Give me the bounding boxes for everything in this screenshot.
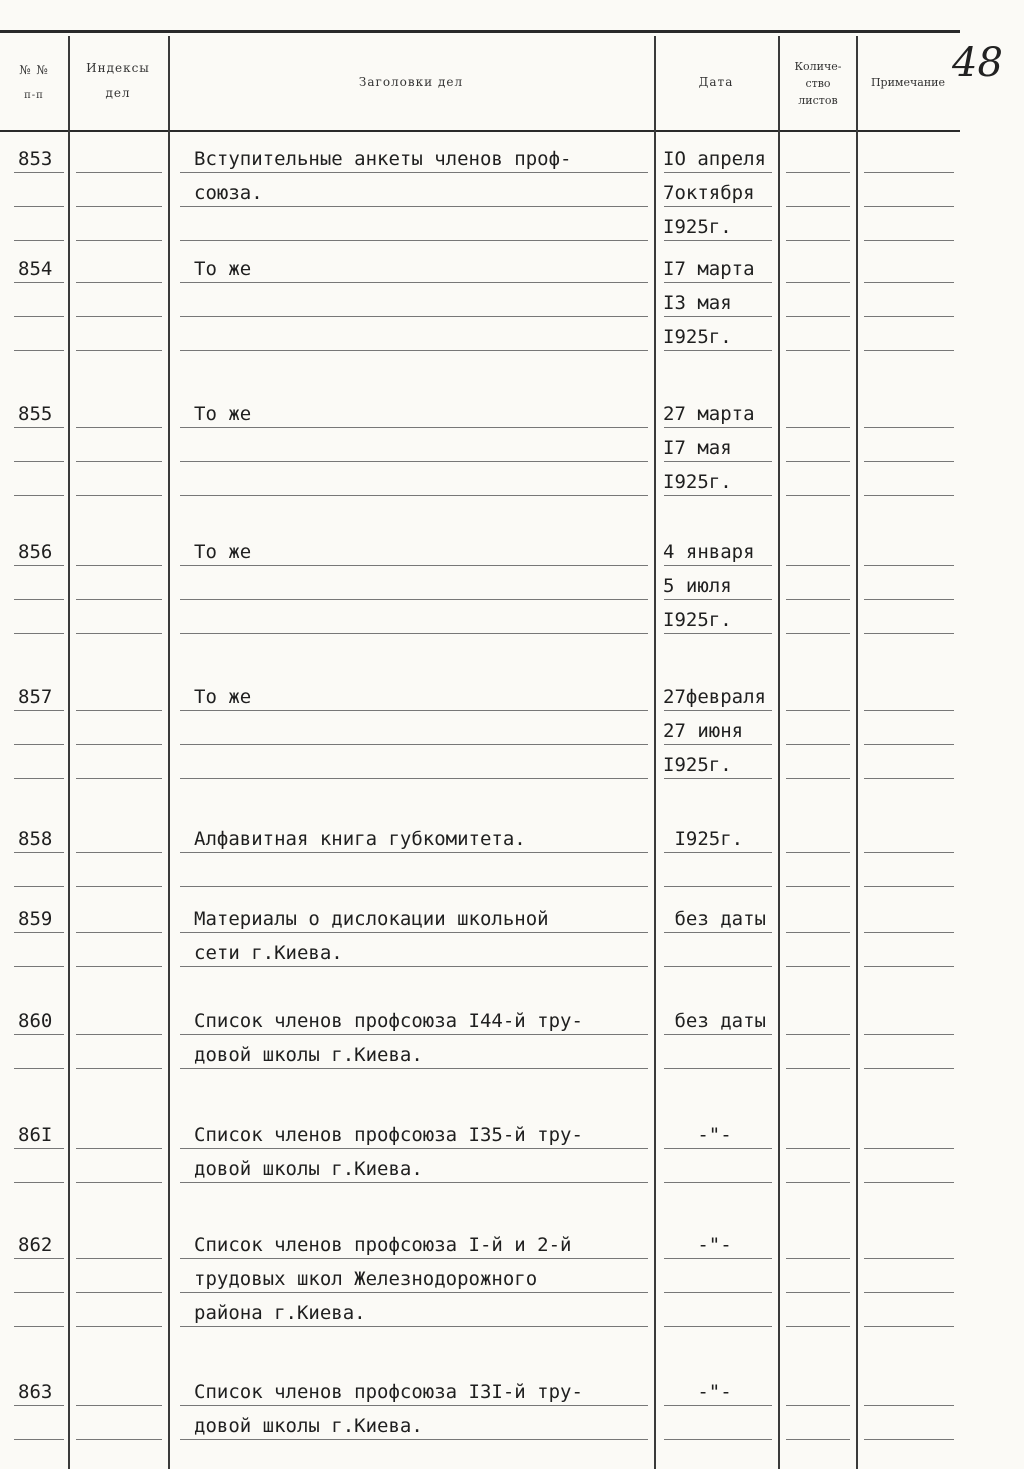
ruled-line [76,852,162,853]
ruled-line [76,966,162,967]
ruled-line [14,240,64,241]
ruled-line [786,240,850,241]
ruled-line [786,599,850,600]
header-indexes: Индексы дел [86,61,150,100]
ruled-line [664,1182,772,1183]
ruled-line [180,1148,648,1149]
case-date-line: I3 мая [663,292,732,314]
case-title-line: Алфавитная книга губкомитета. [194,828,526,850]
ruled-line [786,710,850,711]
ruled-line [864,1326,954,1327]
ruled-line [864,206,954,207]
ruled-line [664,1258,772,1259]
case-title-line: довой школы г.Киева. [194,1415,423,1437]
ruled-line [180,240,648,241]
case-title-line: Список членов профсоюза I44-й тру- [194,1010,583,1032]
ruled-line [786,316,850,317]
ruled-line [180,172,648,173]
ruled-line [180,1292,648,1293]
case-title-line: района г.Киева. [194,1302,366,1324]
case-title-line: трудовых школ Железнодорожного [194,1268,538,1290]
ruled-line [664,1326,772,1327]
ruled-line [14,1148,64,1149]
ruled-line [864,461,954,462]
ruled-line [786,427,850,428]
ruled-line [14,1034,64,1035]
ruled-line [786,886,850,887]
ruled-line [864,633,954,634]
ruled-line [864,710,954,711]
ruled-line [664,599,772,600]
row-number: 862 [18,1234,53,1256]
ruled-line [864,966,954,967]
ruled-line [664,1148,772,1149]
row-number: 857 [18,686,53,708]
table-row [0,1004,1024,1118]
ruled-line [664,172,772,173]
ruled-line [76,710,162,711]
ruled-line [786,1326,850,1327]
ruled-line [786,1034,850,1035]
case-title-line: Список членов профсоюза I-й и 2-й [194,1234,572,1256]
table-row [0,1228,1024,1375]
case-date-line: 27 марта [663,403,755,425]
case-title-line: довой школы г.Киева. [194,1158,423,1180]
ruled-line [864,1258,954,1259]
ruled-line [180,282,648,283]
ruled-line [664,1405,772,1406]
row-number: 858 [18,828,53,850]
ruled-line [14,495,64,496]
ruled-line [180,710,648,711]
ruled-line [664,852,772,853]
ruled-line [664,744,772,745]
ruled-line [664,966,772,967]
case-date-line: -"- [663,1381,732,1403]
ruled-line [864,350,954,351]
ruled-line [180,461,648,462]
ruled-line [76,461,162,462]
case-title-line: Материалы о дислокации школьной [194,908,549,930]
table-row [0,252,1024,397]
ruled-line [76,282,162,283]
case-title-line: Список членов профсоюза I35-й тру- [194,1124,583,1146]
case-title-line: сети г.Киева. [194,942,343,964]
ruled-line [664,1068,772,1069]
case-title-line: То же [194,403,252,425]
ruled-line [180,744,648,745]
ruled-line [664,350,772,351]
case-date-line: без даты [663,1010,766,1032]
ruled-line [76,1068,162,1069]
ruled-line [180,599,648,600]
ruled-line [14,778,64,779]
ruled-line [786,495,850,496]
ruled-line [180,932,648,933]
header-number: № № п-п [19,63,49,101]
ruled-line [864,1034,954,1035]
ruled-line [864,1148,954,1149]
table-row [0,680,1024,822]
ruled-line [14,886,64,887]
ruled-line [864,240,954,241]
ruled-line [76,1034,162,1035]
ruled-line [14,565,64,566]
page-number: 48 [952,40,1003,86]
ruled-line [14,1258,64,1259]
case-title-line: довой школы г.Киева. [194,1044,423,1066]
ruled-line [76,633,162,634]
ruled-line [664,1292,772,1293]
case-title-line: То же [194,686,252,708]
ruled-line [76,744,162,745]
ruled-line [664,495,772,496]
ruled-line [14,461,64,462]
row-number: 863 [18,1381,53,1403]
ruled-line [76,1439,162,1440]
ruled-line [76,1292,162,1293]
table-row [0,1118,1024,1228]
case-date-line: I7 марта [663,258,755,280]
ruled-line [786,1405,850,1406]
case-date-line: 5 июля [663,575,732,597]
ruled-line [180,886,648,887]
ruled-line [180,1068,648,1069]
ruled-line [180,1326,648,1327]
ruled-line [76,427,162,428]
ruled-line [180,565,648,566]
ruled-line [180,778,648,779]
ruled-line [664,206,772,207]
ruled-line [76,172,162,173]
ruled-line [180,495,648,496]
ruled-line [864,1068,954,1069]
case-date-line: I925г. [663,471,732,493]
ruled-line [14,852,64,853]
ruled-line [14,744,64,745]
ruled-line [14,932,64,933]
case-date-line: I925г. [663,216,732,238]
ruled-line [864,1439,954,1440]
ruled-line [786,282,850,283]
case-date-line: 27 июня [663,720,744,742]
ruled-line [14,282,64,283]
ruled-line [786,778,850,779]
case-date-line: I925г. [663,609,732,631]
ruled-line [76,350,162,351]
ruled-line [14,966,64,967]
ruled-line [786,1439,850,1440]
ruled-line [180,427,648,428]
ruled-line [864,565,954,566]
ruled-line [786,565,850,566]
ruled-line [664,565,772,566]
ruled-line [76,1182,162,1183]
case-date-line: 7октября [663,182,755,204]
ruled-line [14,599,64,600]
ruled-line [76,240,162,241]
row-number: 855 [18,403,53,425]
header-note: Примечание [870,76,946,89]
row-number: 854 [18,258,53,280]
top-rule [0,30,960,33]
case-date-line: -"- [663,1234,732,1256]
ruled-line [864,316,954,317]
header-titles: Заголовки дел [358,75,464,89]
ruled-line [786,852,850,853]
case-title-line: Вступительные анкеты членов проф- [194,148,572,170]
ruled-line [76,599,162,600]
ruled-line [14,172,64,173]
ruled-line [864,852,954,853]
ruled-line [14,633,64,634]
ruled-line [786,461,850,462]
row-number: 859 [18,908,53,930]
ruled-line [786,744,850,745]
ruled-line [664,778,772,779]
ruled-line [864,778,954,779]
row-number: 860 [18,1010,53,1032]
ruled-line [76,932,162,933]
ruled-line [786,172,850,173]
case-title-line: То же [194,541,252,563]
ruled-line [180,1405,648,1406]
ruled-line [786,350,850,351]
ruled-line [786,966,850,967]
case-date-line: -"- [663,1124,732,1146]
ruled-line [76,206,162,207]
ruled-line [76,565,162,566]
case-date-line: I925г. [663,754,732,776]
ruled-line [664,461,772,462]
ruled-line [664,710,772,711]
ruled-line [14,1182,64,1183]
ruled-line [180,1034,648,1035]
ruled-line [664,316,772,317]
ruled-line [786,1068,850,1069]
ruled-line [786,932,850,933]
ruled-line [76,316,162,317]
case-date-line: 4 января [663,541,755,563]
table-row [0,535,1024,680]
ruled-line [76,495,162,496]
row-number: 86I [18,1124,53,1146]
ruled-line [664,282,772,283]
ruled-line [786,633,850,634]
ruled-line [664,886,772,887]
ruled-line [180,316,648,317]
ruled-line [180,206,648,207]
ruled-line [786,206,850,207]
table-row [0,142,1024,252]
ruled-line [76,1405,162,1406]
ruled-line [14,1292,64,1293]
ruled-line [14,1326,64,1327]
case-date-line: I7 мая [663,437,732,459]
case-title-line: союза. [194,182,263,204]
ruled-line [664,240,772,241]
ruled-line [76,1148,162,1149]
ruled-line [76,886,162,887]
ruled-line [864,886,954,887]
ruled-line [664,633,772,634]
ruled-line [786,1292,850,1293]
ruled-line [664,1439,772,1440]
ruled-line [864,1405,954,1406]
ruled-line [864,744,954,745]
ruled-line [864,427,954,428]
ruled-line [76,778,162,779]
ruled-line [864,495,954,496]
ruled-line [14,350,64,351]
ruled-line [180,1439,648,1440]
row-number: 853 [18,148,53,170]
header-sheets: Количе- ство листов [794,60,842,107]
ruled-line [864,599,954,600]
case-date-line: IO апреля [663,148,766,170]
ruled-line [180,1182,648,1183]
case-date-line: без даты [663,908,766,930]
ruled-line [180,852,648,853]
table-row [0,902,1024,1004]
row-number: 856 [18,541,53,563]
ruled-line [14,206,64,207]
ruled-line [76,1326,162,1327]
ruled-line [864,932,954,933]
ruled-line [14,710,64,711]
table-row [0,397,1024,535]
case-title-line: То же [194,258,252,280]
header-rule [0,130,960,132]
header-date: Дата [698,75,734,89]
ruled-line [786,1258,850,1259]
ruled-line [864,282,954,283]
ruled-line [786,1182,850,1183]
ruled-line [14,1439,64,1440]
ruled-line [664,932,772,933]
ruled-line [864,1182,954,1183]
ruled-line [14,1068,64,1069]
ruled-line [664,1034,772,1035]
case-date-line: I925г. [663,828,744,850]
ruled-line [76,1258,162,1259]
table-row [0,822,1024,902]
ruled-line [786,1148,850,1149]
ruled-line [864,172,954,173]
table-row [0,1375,1024,1469]
ruled-line [14,316,64,317]
ruled-line [864,1292,954,1293]
ruled-line [180,633,648,634]
case-date-line: I925г. [663,326,732,348]
ruled-line [180,1258,648,1259]
ruled-line [180,966,648,967]
case-title-line: Список членов профсоюза I3I-й тру- [194,1381,583,1403]
ruled-line [14,1405,64,1406]
case-date-line: 27февраля [663,686,766,708]
ruled-line [664,427,772,428]
ruled-line [180,350,648,351]
ruled-line [14,427,64,428]
